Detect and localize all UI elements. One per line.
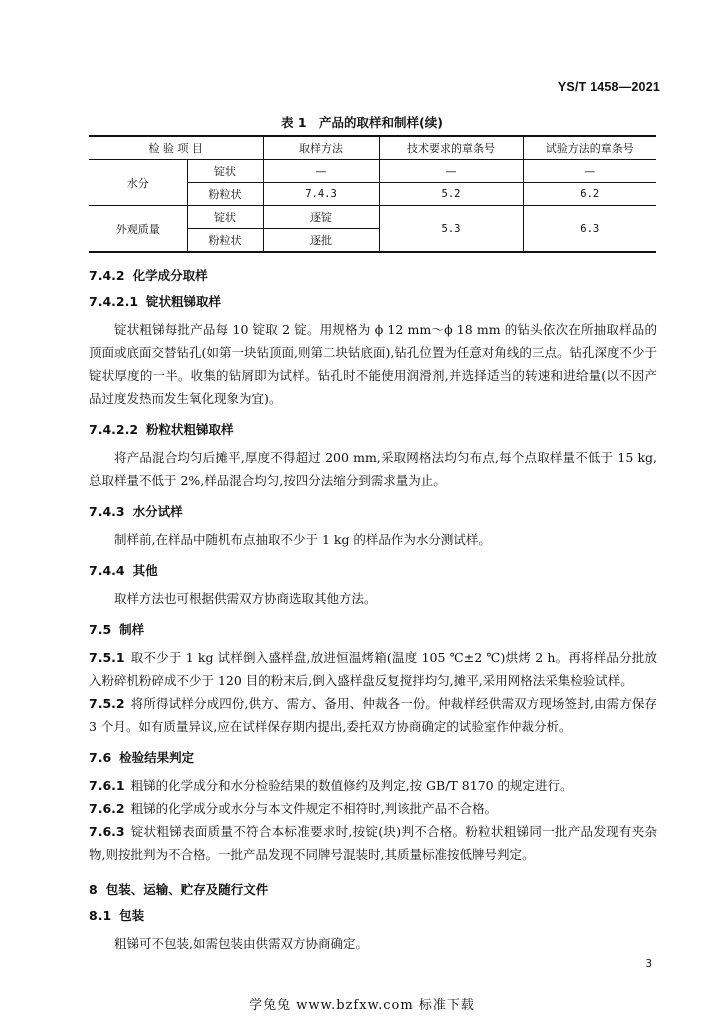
document-body (89, 266, 657, 955)
heading-7-5: 7.5 制样 (89, 622, 145, 637)
sub-ingot: 锭状 (187, 206, 263, 229)
heading-7-4-2-2: 7.4.2.2 粉粒状粗锑取样 (89, 422, 234, 437)
cell-method: 7.4.3 (263, 183, 379, 206)
cell-method: — (263, 160, 379, 183)
item-7-6-3: 7.6.3 锭状粗锑表面质量不符合本标准要求时,按锭(块)判不合格。粉粒状粗锑同一批产品发现有夹杂物,则按批判为不合格。一批产品发现不同牌号混装时,其质量标准按低牌号判定。 (89, 824, 657, 862)
col-header-tech-clause: 技术要求的章条号 (379, 136, 523, 160)
sub-ingot: 锭状 (187, 160, 263, 183)
col-header-method: 取样方法 (263, 136, 379, 160)
heading-7-4-2-1: 7.4.2.1 锭状粗锑取样 (89, 294, 222, 309)
group-appearance: 外观质量 (89, 206, 187, 253)
col-header-test-clause: 试验方法的章条号 (523, 136, 656, 160)
table-title: 表 1 产品的取样和制样(续) (281, 115, 443, 130)
heading-7-6: 7.6 检验结果判定 (89, 750, 195, 765)
group-moisture: 水分 (89, 160, 187, 206)
paragraph-7-4-3: 制样前,在样品中随机布点抽取不少于 1 kg 的样品作为水分测试样。 (114, 532, 491, 547)
cell-tech: 5.2 (379, 183, 523, 206)
cell-test: 6.2 (523, 183, 656, 206)
item-7-5-2: 7.5.2 将所得试样分成四份,供方、需方、备用、仲裁各一份。仲裁样经供需双方现场签封,由需方保存 3 个月。如有质量异议,应在试样保存期内提出,委托双方协商确定的试验室作仲裁分析。 (89, 696, 657, 734)
footer-watermark: 学兔兔 www.bzfxw.com 标准下载 (249, 998, 475, 1013)
sub-powder: 粉粒状 (187, 229, 263, 253)
cell-test: 6.3 (523, 206, 656, 253)
cell-method: 逐批 (263, 229, 379, 253)
sub-powder: 粉粒状 (187, 183, 263, 206)
heading-8-1: 8.1 包装 (89, 908, 145, 923)
cell-tech: — (379, 160, 523, 183)
heading-7-4-2: 7.4.2 化学成分取样 (89, 268, 208, 283)
item-7-6-2: 7.6.2 粗锑的化学成分或水分与本文件规定不相符时,判该批产品不合格。 (89, 801, 498, 816)
cell-test: — (523, 160, 656, 183)
paragraph-7-4-4: 取样方法也可根据供需双方协商选取其他方法。 (114, 591, 377, 606)
page-number: 3 (645, 958, 652, 970)
item-7-5-1: 7.5.1 取不少于 1 kg 试样倒入盛样盘,放进恒温烤箱(温度 105 ℃±2 ℃)烘烤 2 h。再将样品分批放入粉碎机粉碎成不少于 120 目的粉末后,倒入盛样盘反复搅拌均匀,摊平,采用网格法采集检验试样。 (89, 650, 657, 688)
col-header-item: 检 验 项 目 (89, 136, 263, 160)
heading-8: 8 包装、运输、贮存及随行文件 (89, 882, 269, 897)
heading-7-4-4: 7.4.4 其他 (89, 563, 158, 578)
sampling-table (89, 135, 656, 253)
cell-method: 逐锭 (263, 206, 379, 229)
table-row (89, 160, 656, 183)
cell-tech: 5.3 (379, 206, 523, 253)
paragraph-8-1: 粗锑可不包装,如需包装由供需双方协商确定。 (114, 936, 368, 951)
table-row (89, 206, 656, 229)
paragraph-7-4-2-2: 将产品混合均匀后摊平,厚度不得超过 200 mm,采取网格法均匀布点,每个点取样量不低于 15 kg,总取样量不低于 2%,样品混合均匀,按四分法缩分到需求量为止。 (89, 450, 657, 488)
item-7-6-1: 7.6.1 粗锑的化学成分和水分检验结果的数值修约及判定,按 GB/T 8170 的规定进行。 (89, 778, 573, 793)
heading-7-4-3: 7.4.3 水分试样 (89, 504, 183, 519)
table-header-row (89, 136, 656, 160)
standard-code: YS/T 1458—2021 (557, 80, 660, 94)
paragraph-7-4-2-1: 锭状粗锑每批产品每 10 锭取 2 锭。用规格为 ϕ 12 mm～ϕ 18 mm 的钻头依次在所抽取样品的顶面或底面交替钻孔(如第一块钻顶面,则第二块钻底面),钻孔位置为任意对角线的三点。钻孔深度不少于锭状厚度的一半。收集的钻屑即为试样。钻孔时不能使用润滑剂,并选择适当的转速和进给量(以不因产品过度发热而发生氧化现象为宜)。 (89, 322, 657, 406)
